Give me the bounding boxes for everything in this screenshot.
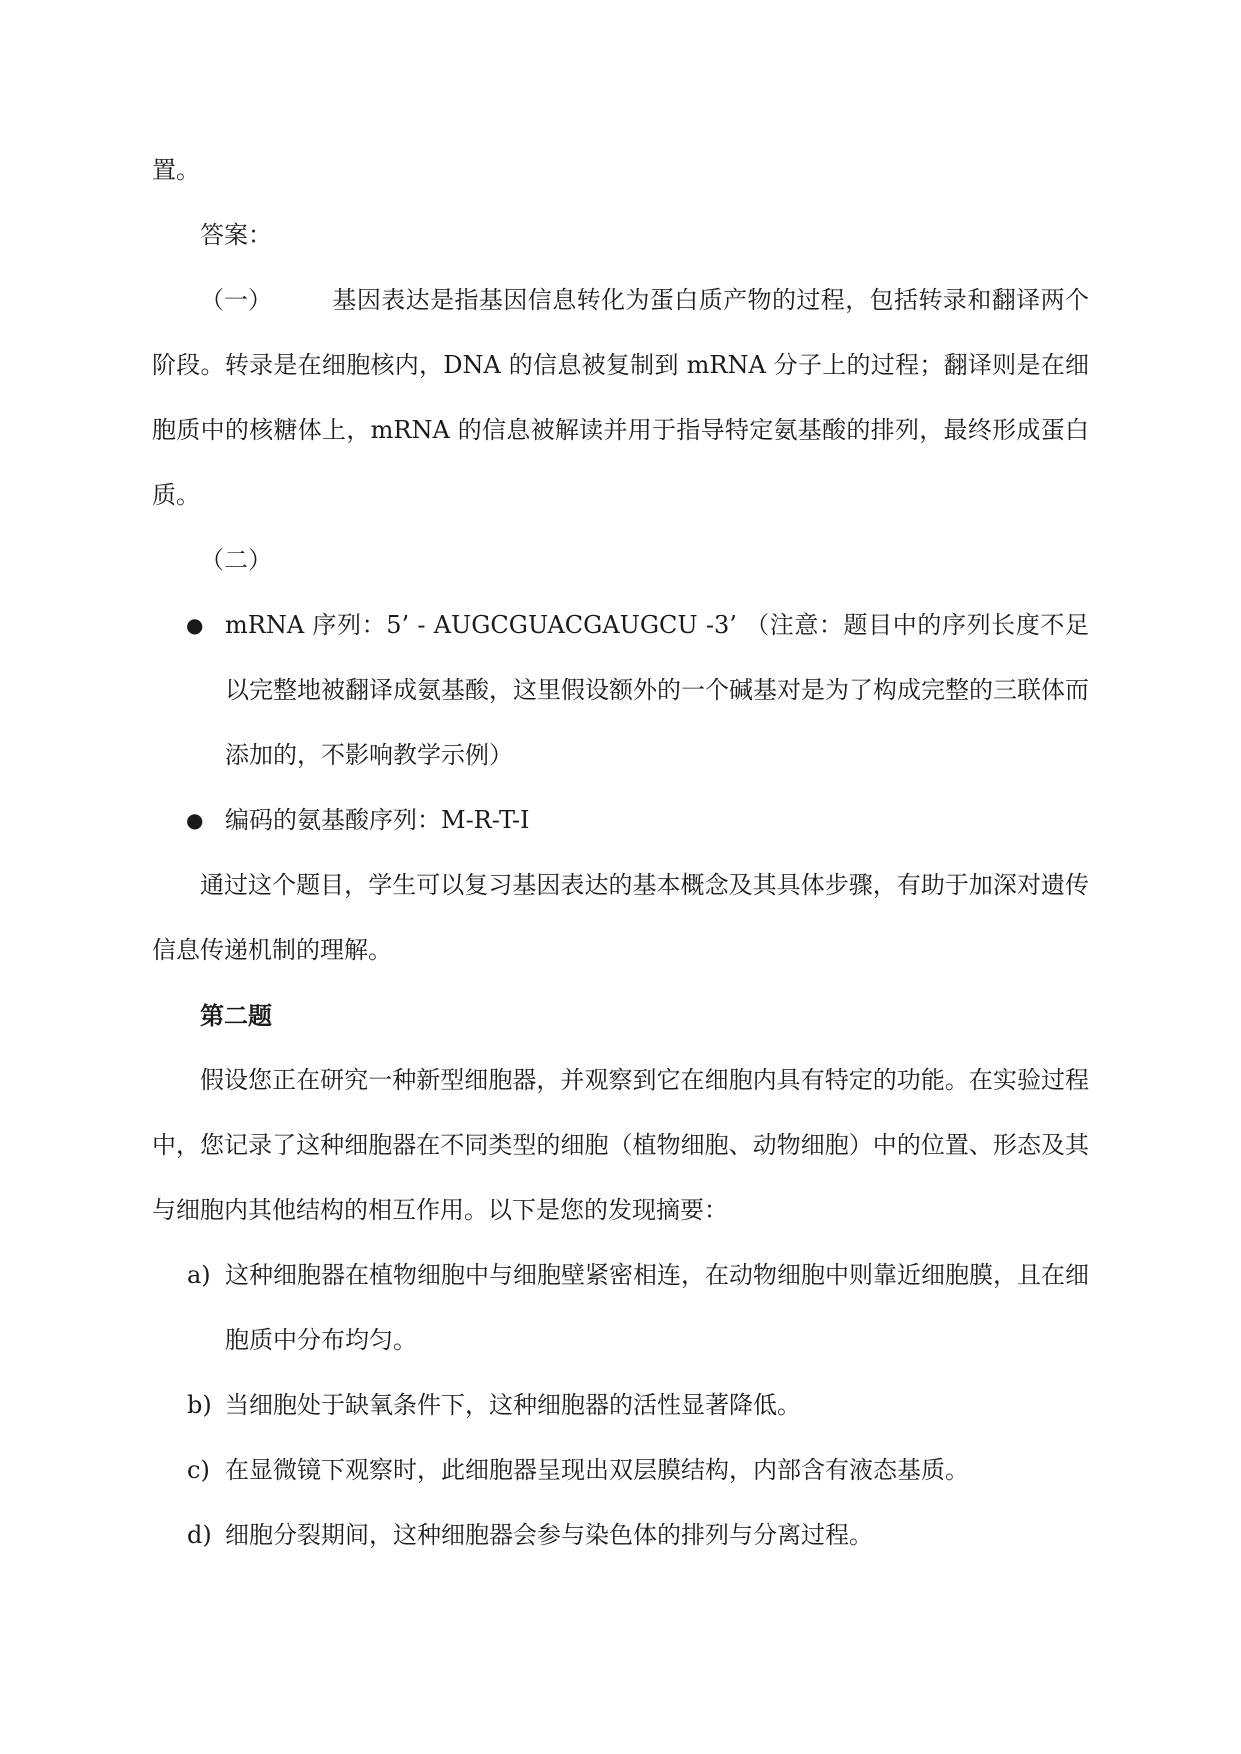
item-text: 这种细胞器在植物细胞中与细胞壁紧密相连，在动物细胞中则靠近细胞膜，且在细胞质中分布均匀。 bbox=[225, 1261, 1089, 1354]
list-item bbox=[152, 1373, 1089, 1438]
bullet-icon: ● bbox=[186, 808, 204, 832]
list-item bbox=[152, 1438, 1089, 1503]
list-item bbox=[152, 1503, 1089, 1568]
item-marker: c) bbox=[187, 1456, 210, 1484]
bullet-text: 编码的氨基酸序列：M-R-T-I bbox=[225, 806, 530, 834]
answer-part-1 bbox=[152, 268, 1089, 528]
question-2-heading: 第二题 bbox=[200, 1001, 272, 1030]
bullet-icon: ● bbox=[186, 613, 204, 637]
part-1-text: 基因表达是指基因信息转化为蛋白质产物的过程，包括转录和翻译两个阶段。转录是在细胞核内，DNA 的信息被复制到 mRNA 分子上的过程；翻译则是在细胞质中的核糖体上，mRNA 的信息被解读并用于指导特定氨基酸的排列，最终形成蛋白质。 bbox=[152, 286, 1089, 509]
item-text: 当细胞处于缺氧条件下，这种细胞器的活性显著降低。 bbox=[225, 1391, 801, 1419]
item-marker: d) bbox=[187, 1521, 212, 1549]
item-marker: b) bbox=[187, 1391, 212, 1419]
item-text: 细胞分裂期间，这种细胞器会参与染色体的排列与分离过程。 bbox=[225, 1521, 873, 1549]
item-text: 在显微镜下观察时，此细胞器呈现出双层膜结构，内部含有液态基质。 bbox=[225, 1456, 969, 1484]
document-page bbox=[152, 138, 1089, 1568]
item-marker: a) bbox=[187, 1261, 211, 1289]
answer-label: 答案： bbox=[200, 221, 272, 249]
summary-paragraph: 通过这个题目，学生可以复习基因表达的基本概念及其具体步骤，有助于加深对遗传信息传递机制的理解。 bbox=[152, 871, 1089, 964]
list-item bbox=[152, 593, 1089, 788]
list-item bbox=[152, 788, 1089, 853]
bullet-text: mRNA 序列：5’ - AUGCGUACGAUGCU -3’ （注意：题目中的序列长度不足以完整地被翻译成氨基酸，这里假设额外的一个碱基对是为了构成完整的三联体而添加的，不影响教学示例） bbox=[225, 611, 1089, 769]
part-1-label: （一） bbox=[200, 286, 272, 314]
part-2-label: （二） bbox=[200, 546, 272, 574]
list-item bbox=[152, 1243, 1089, 1373]
continuation-fragment: 置。 bbox=[152, 156, 200, 184]
question-2-intro: 假设您正在研究一种新型细胞器，并观察到它在细胞内具有特定的功能。在实验过程中，您记录了这种细胞器在不同类型的细胞（植物细胞、动物细胞）中的位置、形态及其与细胞内其他结构的相互作用。以下是您的发现摘要： bbox=[152, 1066, 1089, 1224]
